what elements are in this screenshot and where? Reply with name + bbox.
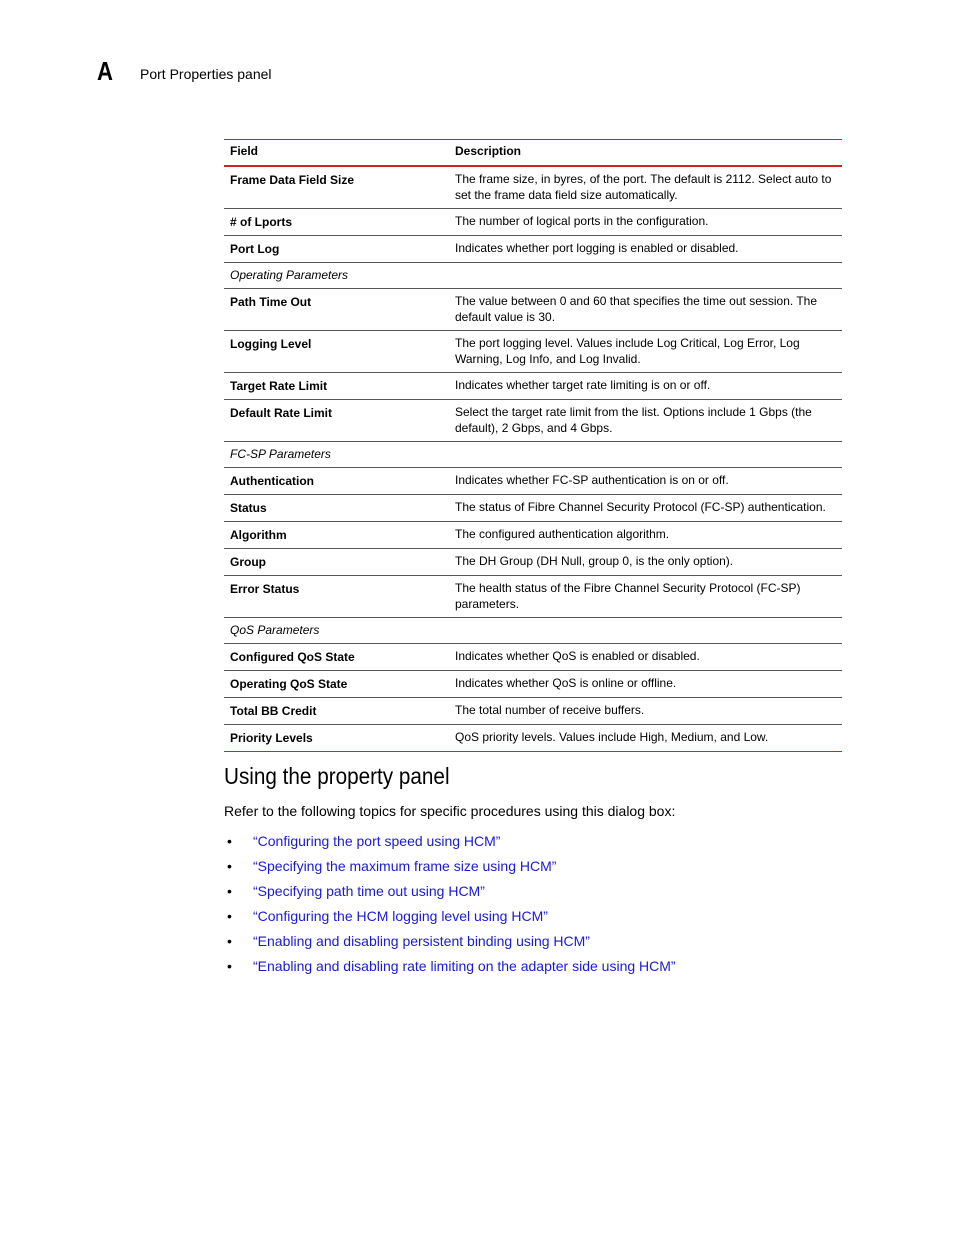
field-name: Path Time Out (224, 288, 449, 330)
column-header-field: Field (224, 140, 449, 166)
table-row (224, 670, 842, 697)
procedure-link-list (224, 829, 676, 979)
bullet-icon: • (227, 858, 232, 874)
port-properties-table (224, 139, 842, 752)
field-description: The port logging level. Values include Log Critical, Log Error, Log Warning, Log Info, and Log Invalid. (449, 330, 842, 372)
field-name: Algorithm (224, 521, 449, 548)
section-label: Operating Parameters (224, 262, 842, 288)
field-description: The DH Group (DH Null, group 0, is the only option). (449, 548, 842, 575)
field-description: Indicates whether target rate limiting is on or off. (449, 372, 842, 399)
field-description: Indicates whether FC-SP authentication is on or off. (449, 467, 842, 494)
section-row (224, 617, 842, 643)
field-name: Frame Data Field Size (224, 166, 449, 209)
field-name: # of Lports (224, 208, 449, 235)
list-item (224, 904, 676, 929)
running-header-title: Port Properties panel (140, 66, 272, 82)
link-rate-limiting[interactable]: “Enabling and disabling rate limiting on the adapter side using HCM” (253, 958, 676, 974)
section-label: QoS Parameters (224, 617, 842, 643)
field-description: The total number of receive buffers. (449, 697, 842, 724)
field-description: QoS priority levels. Values include High, Medium, and Low. (449, 724, 842, 751)
table-header-row (224, 140, 842, 166)
table-row (224, 697, 842, 724)
column-header-description: Description (449, 140, 842, 166)
field-description: The status of Fibre Channel Security Protocol (FC-SP) authentication. (449, 494, 842, 521)
table-row (224, 643, 842, 670)
section-row (224, 262, 842, 288)
field-description: The number of logical ports in the configuration. (449, 208, 842, 235)
list-item (224, 879, 676, 904)
list-item (224, 929, 676, 954)
field-description: The frame size, in byres, of the port. The default is 2112. Select auto to set the frame data field size automatically. (449, 166, 842, 209)
table-row (224, 575, 842, 617)
field-name: Group (224, 548, 449, 575)
section-row (224, 441, 842, 467)
field-name: Logging Level (224, 330, 449, 372)
bullet-icon: • (227, 883, 232, 899)
field-description: Indicates whether QoS is online or offline. (449, 670, 842, 697)
field-name: Total BB Credit (224, 697, 449, 724)
link-path-time-out[interactable]: “Specifying path time out using HCM” (253, 883, 485, 899)
table-row (224, 372, 842, 399)
field-name: Authentication (224, 467, 449, 494)
table-row (224, 724, 842, 751)
list-item (224, 954, 676, 979)
field-description: The health status of the Fibre Channel Security Protocol (FC-SP) parameters. (449, 575, 842, 617)
intro-paragraph: Refer to the following topics for specific procedures using this dialog box: (224, 803, 676, 819)
bullet-icon: • (227, 958, 232, 974)
field-name: Target Rate Limit (224, 372, 449, 399)
table-row (224, 166, 842, 209)
link-persistent-binding[interactable]: “Enabling and disabling persistent binding using HCM” (253, 933, 590, 949)
field-description: The configured authentication algorithm. (449, 521, 842, 548)
table-row (224, 399, 842, 441)
table-row (224, 208, 842, 235)
link-configure-port-speed[interactable]: “Configuring the port speed using HCM” (253, 833, 501, 849)
table-row (224, 330, 842, 372)
link-max-frame-size[interactable]: “Specifying the maximum frame size using HCM” (253, 858, 557, 874)
field-description: Select the target rate limit from the list. Options include 1 Gbps (the default), 2 Gbps, and 4 Gbps. (449, 399, 842, 441)
table-row (224, 235, 842, 262)
list-item (224, 854, 676, 879)
table-row (224, 288, 842, 330)
bullet-icon: • (227, 933, 232, 949)
table-row (224, 548, 842, 575)
bullet-icon: • (227, 908, 232, 924)
field-description: The value between 0 and 60 that specifies the time out session. The default value is 30. (449, 288, 842, 330)
field-name: Default Rate Limit (224, 399, 449, 441)
field-name: Error Status (224, 575, 449, 617)
bullet-icon: • (227, 833, 232, 849)
list-item (224, 829, 676, 854)
table-row (224, 467, 842, 494)
field-description: Indicates whether port logging is enabled or disabled. (449, 235, 842, 262)
field-description: Indicates whether QoS is enabled or disabled. (449, 643, 842, 670)
appendix-letter: A (97, 56, 113, 86)
field-name: Status (224, 494, 449, 521)
field-name: Priority Levels (224, 724, 449, 751)
table-row (224, 521, 842, 548)
table-row (224, 494, 842, 521)
link-logging-level[interactable]: “Configuring the HCM logging level using HCM” (253, 908, 548, 924)
field-name: Configured QoS State (224, 643, 449, 670)
section-label: FC-SP Parameters (224, 441, 842, 467)
field-name: Port Log (224, 235, 449, 262)
field-name: Operating QoS State (224, 670, 449, 697)
section-heading: Using the property panel (224, 763, 450, 789)
